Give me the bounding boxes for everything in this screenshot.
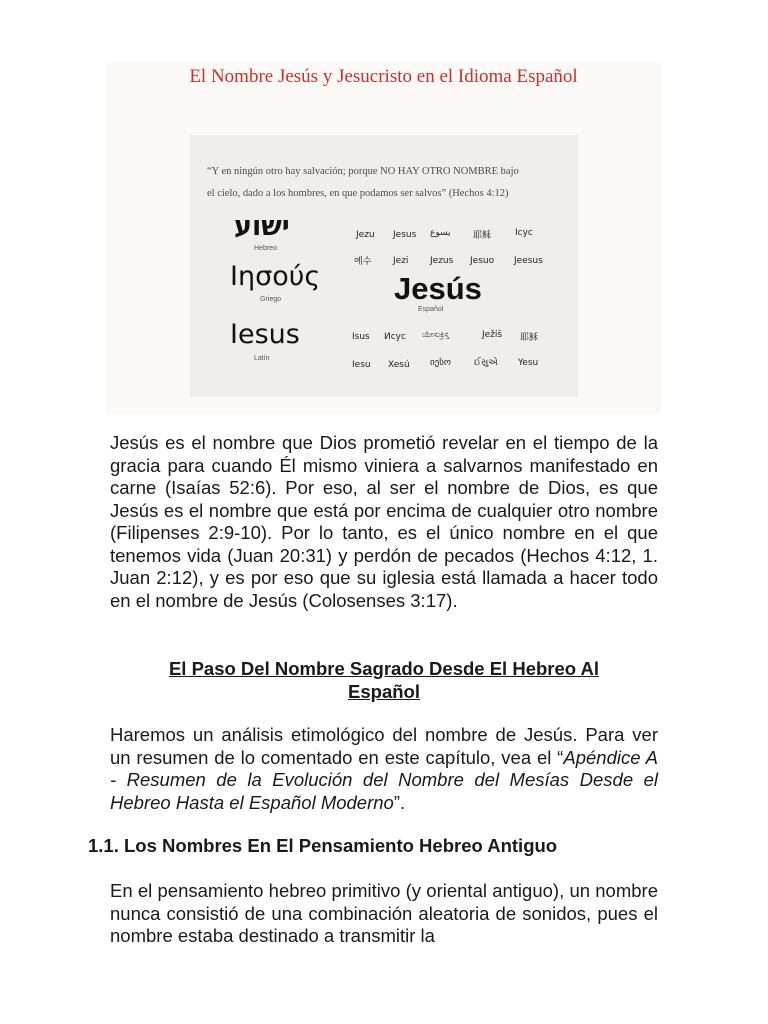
variant-name: Xesú bbox=[388, 360, 410, 370]
variant-name: Исус bbox=[384, 332, 406, 342]
subsection-heading: 1.1. Los Nombres En El Pensamiento Hebreo Antiguo bbox=[88, 835, 558, 856]
variant-name: Isus bbox=[352, 332, 370, 342]
variant-name: Jeesus bbox=[514, 256, 543, 266]
variant-name: 예수 bbox=[354, 257, 372, 267]
center-label: Español bbox=[418, 306, 444, 313]
names-figure bbox=[190, 135, 578, 397]
section-heading-line-1: El Paso Del Nombre Sagrado Desde El Hebreo Al bbox=[168, 658, 600, 679]
variant-name: ઈસુએ bbox=[474, 358, 498, 368]
variant-name: Jezus bbox=[430, 256, 454, 266]
quote-line-1: “Y en ningún otro hay salvación; porque NO HAY OTRO NOMBRE bajo bbox=[207, 166, 519, 177]
latin-name: Iesus bbox=[230, 319, 300, 350]
body-paragraph-1: Jesús es el nombre que Dios prometió revelar en el tiempo de la gracia para cuando Él mismo viniera a salvarnos manifestado en carne (Isaías 52:6). Por eso, al ser el nombre de Dios, es que Jesús es el nombre que está por encima de cualquier otro nombre (Filipenses 2:9-10). Por lo tanto, es el único nombre en el que tenemos vida (Juan 20:31) y perdón de pecados (Hechos 4:12, 1. Juan 2:12), y es por eso que su iglesia está llamada a hacer todo en el nombre de Jesús (Colosenses 3:17). bbox=[110, 432, 658, 611]
variant-name: Yesu bbox=[518, 358, 539, 368]
figure-quote bbox=[207, 161, 567, 205]
document-title: El Nombre Jesús y Jesucristo en el Idioma Español bbox=[189, 66, 578, 87]
center-name: Jesús bbox=[394, 271, 482, 306]
hebrew-name: ישוע bbox=[234, 211, 290, 242]
variant-name: Jesuo bbox=[470, 256, 495, 266]
variant-name: Iesu bbox=[352, 360, 371, 370]
body-paragraph-3: En el pensamiento hebreo primitivo (y oriental antiguo), un nombre nunca consistió de una combinación aleatoria de sonidos, pues el nombre estaba destinado a transmitir la bbox=[110, 880, 658, 946]
variant-name: იესო bbox=[430, 358, 452, 368]
body-paragraph-2 bbox=[110, 724, 658, 814]
variant-name: Jesus bbox=[393, 230, 417, 240]
latin-label: Latín bbox=[254, 355, 270, 362]
greek-label: Griego bbox=[260, 296, 282, 303]
paragraph-2-end: ”. bbox=[393, 791, 406, 813]
variant-name: 耶穌 bbox=[520, 333, 539, 343]
variant-name: ಯೇಸುಕ್ರಿಸ್ತ bbox=[422, 330, 449, 339]
hebrew-label: Hebreo bbox=[254, 245, 277, 252]
quote-line-2: el cielo, dado a los hombres, en que podamos ser salvos” (Hechos 4:12) bbox=[207, 188, 509, 199]
variant-name: Ježíš bbox=[482, 330, 503, 340]
appendix-reference: Apéndice A - Resumen de la Evolución del Nombre del Mesías Desde el Hebreo Hasta el Español Moderno bbox=[110, 746, 658, 813]
greek-name: Ιησούς bbox=[230, 261, 321, 292]
variant-name: Jezi bbox=[393, 256, 409, 266]
section-heading-line-2: Español bbox=[348, 681, 420, 702]
paragraph-2-text: Haremos un análisis etimológico del nombre de Jesús. Para ver un resumen de lo comentado en este capítulo, vea el “ bbox=[110, 724, 658, 768]
variant-name: Icyc bbox=[515, 228, 533, 238]
variant-name: يسوع bbox=[430, 228, 451, 238]
variant-name: 耶稣 bbox=[473, 231, 492, 241]
section-heading bbox=[110, 657, 658, 703]
variant-name: Jezu bbox=[356, 230, 375, 240]
